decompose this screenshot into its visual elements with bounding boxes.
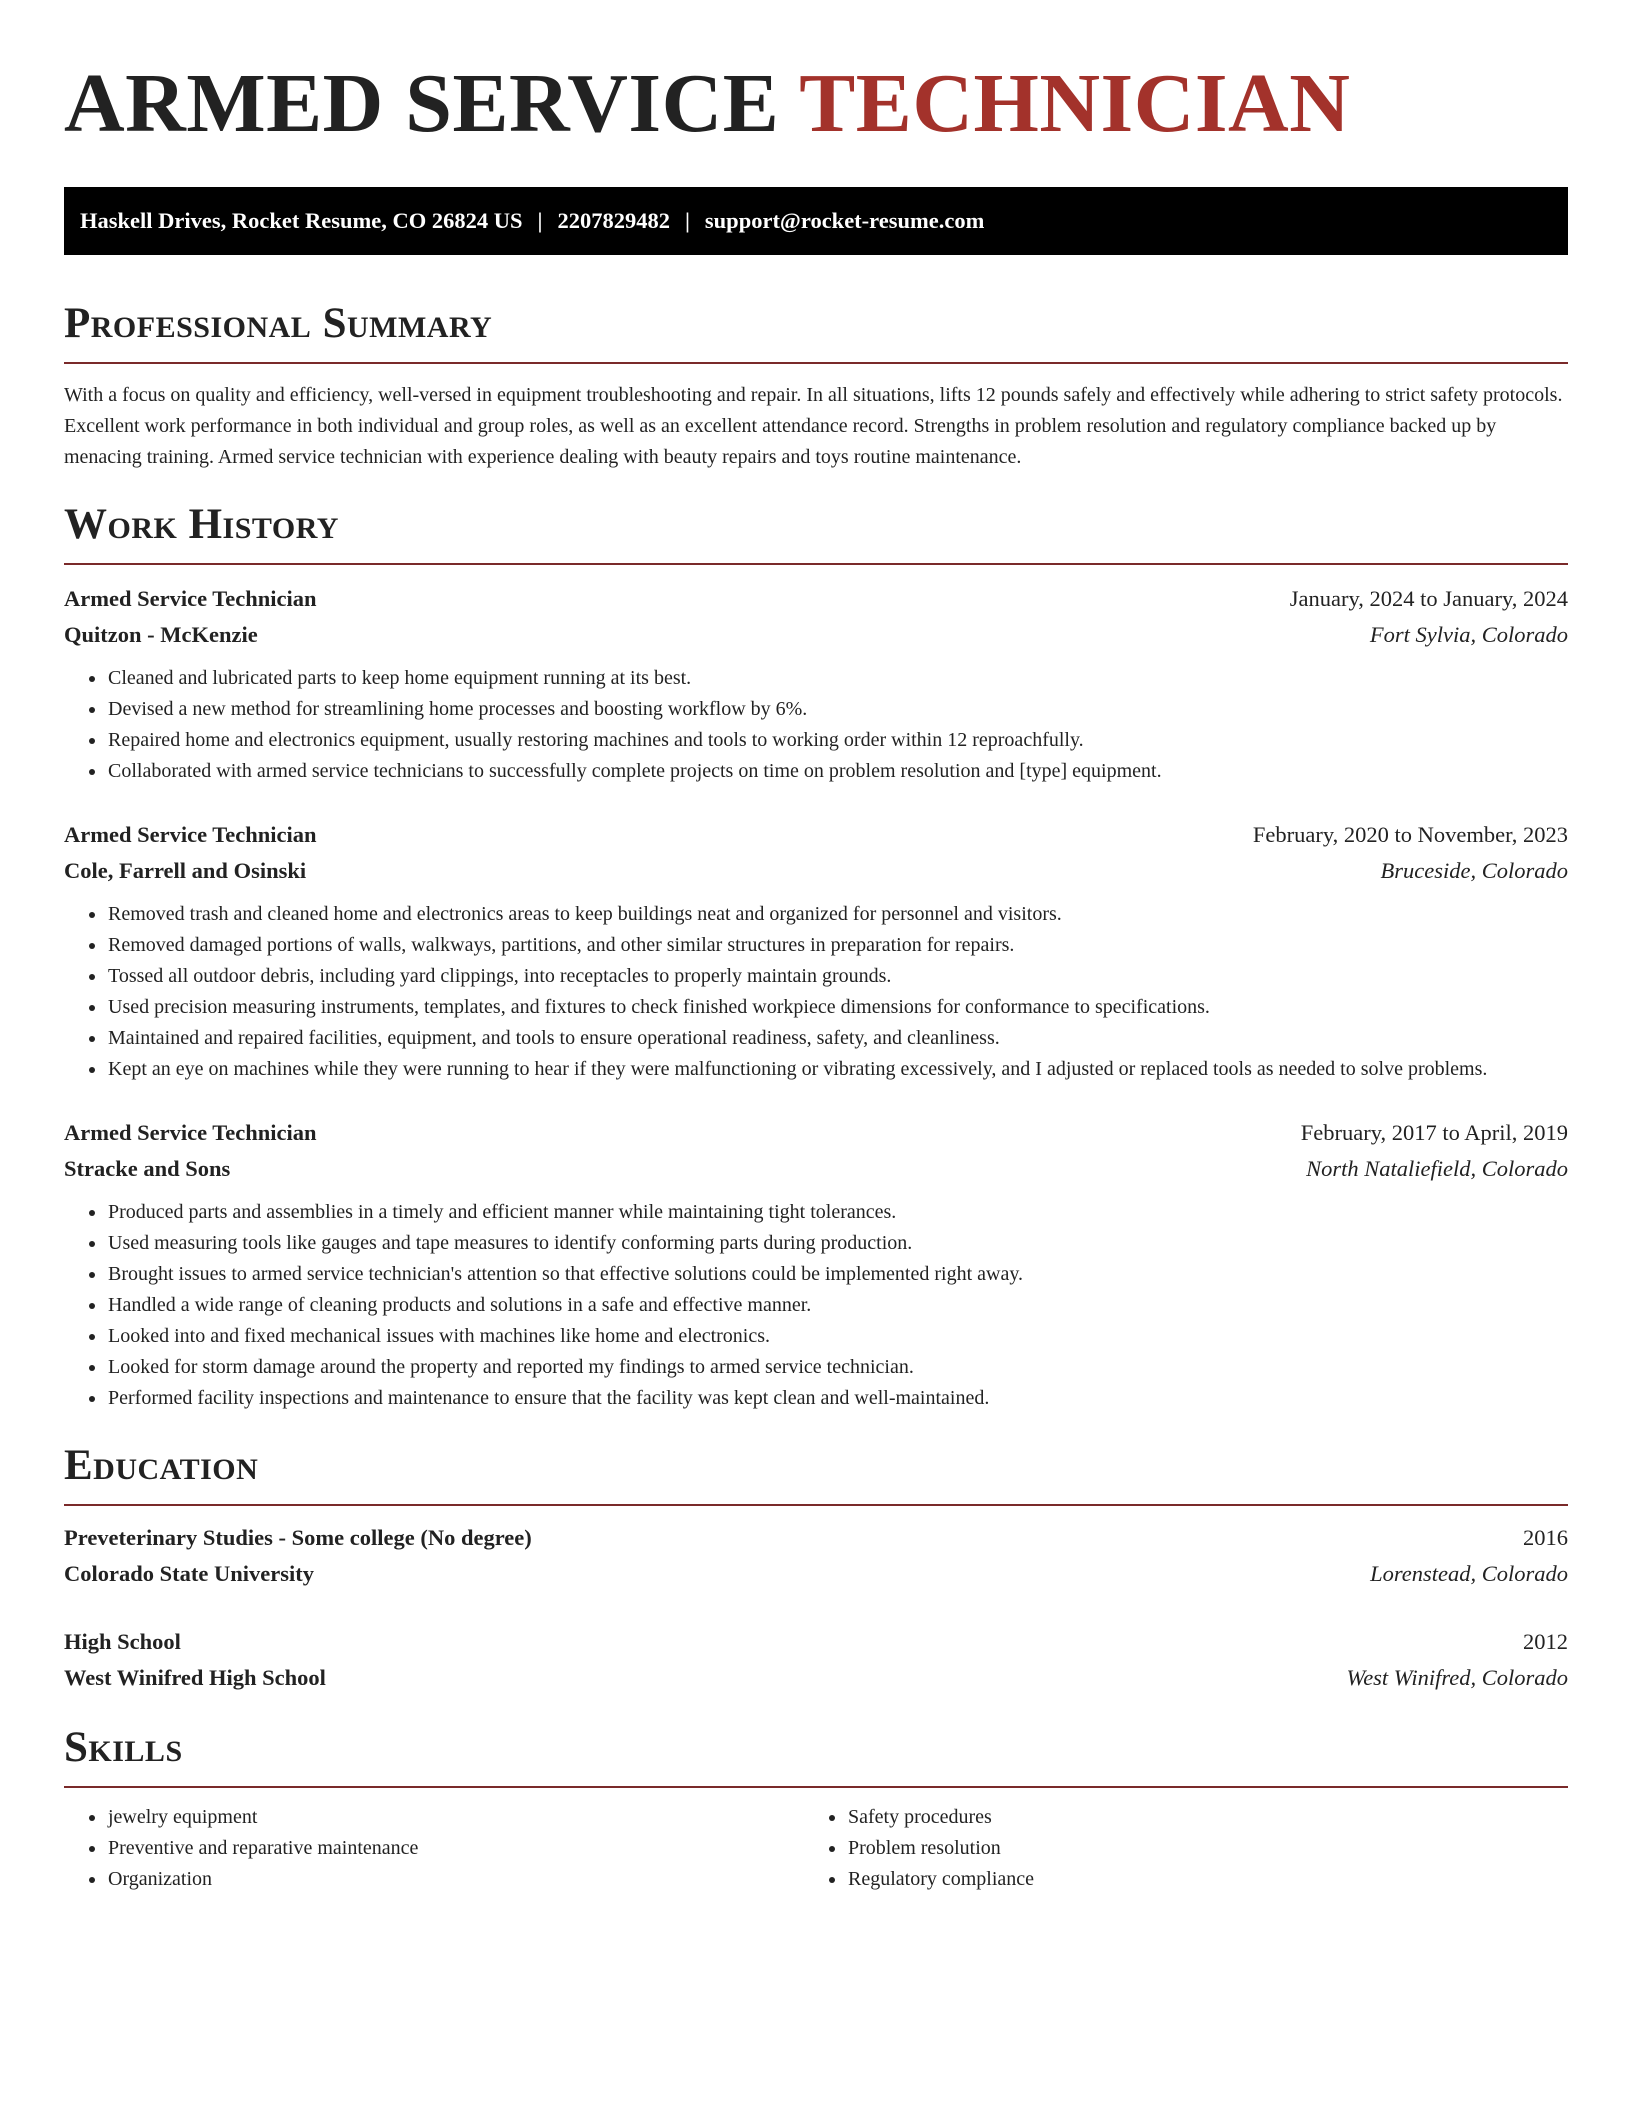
job-header [64, 1115, 1568, 1151]
skill-item: • jewelry equipment [107, 1802, 804, 1833]
list-item: • Looked for storm damage around the property and reported my findings to armed service technician. [107, 1352, 1568, 1383]
job-company: Stracke and Sons [64, 1156, 231, 1181]
job-bullets [64, 1197, 1568, 1414]
list-item: • Used precision measuring instruments, templates, and fixtures to check finished workpiece dimensions for conformance to specifications. [107, 992, 1568, 1023]
list-item: • Handled a wide range of cleaning products and solutions in a safe and effective manner. [107, 1290, 1568, 1321]
section-title-skills: Skills [64, 1724, 183, 1771]
resume-name [64, 56, 1568, 152]
education-location: Lorenstead, Colorado [1370, 1561, 1568, 1586]
skill-item: • Organization [107, 1864, 804, 1895]
job-dates: February, 2020 to November, 2023 [1252, 822, 1568, 847]
name-last: TECHNICIAN [799, 57, 1351, 150]
job-entry [64, 581, 1568, 787]
job-title: Armed Service Technician [64, 586, 317, 611]
section-divider [64, 362, 1568, 364]
education-subheader [64, 1660, 1568, 1696]
list-item: • Removed damaged portions of walls, walkways, partitions, and other similar structures in preparation for repairs. [107, 930, 1568, 961]
job-subheader [64, 853, 1568, 889]
education-school: Colorado State University [64, 1561, 314, 1586]
list-item: • Kept an eye on machines while they were running to hear if they were malfunctioning or vibrating excessively, and I adjusted or replaced tools as needed to solve problems. [107, 1054, 1568, 1085]
list-item: • Performed facility inspections and maintenance to ensure that the facility was kept clean and well-maintained. [107, 1383, 1568, 1414]
education-header [64, 1520, 1568, 1556]
list-item: • Tossed all outdoor debris, including yard clippings, into receptacles to properly maintain grounds. [107, 961, 1568, 992]
contact-phone: 2207829482 [557, 208, 670, 233]
skills-list-right [804, 1802, 1568, 1895]
education-entry [64, 1520, 1568, 1592]
job-title: Armed Service Technician [64, 822, 317, 847]
contact-separator: | [684, 208, 690, 233]
education-location: West Winifred, Colorado [1346, 1665, 1568, 1690]
list-item: • Repaired home and electronics equipment, usually restoring machines and tools to working order within 12 reproachfully. [107, 725, 1568, 756]
list-item: • Cleaned and lubricated parts to keep home equipment running at its best. [107, 663, 1568, 694]
section-title-education: Education [64, 1442, 259, 1489]
job-dates: February, 2017 to April, 2019 [1300, 1120, 1568, 1145]
job-header [64, 581, 1568, 617]
job-bullets [64, 899, 1568, 1085]
skills-grid [64, 1788, 1568, 1895]
summary-text: With a focus on quality and efficiency, well-versed in equipment troubleshooting and repair. In all situations, lifts 12 pounds safely and effectively while adhering to strict safety protocols. Excellent work performance in both individual and group roles, as well as an excellent attendance record. Strengths in problem resolution and regulatory compliance backed up by menacing training. Armed service technician with experience dealing with beauty repairs and toys routine maintenance. [64, 384, 1563, 468]
education-year: 2012 [1523, 1629, 1568, 1654]
skill-item: • Safety procedures [847, 1802, 1568, 1833]
job-company: Cole, Farrell and Osinski [64, 858, 307, 883]
section-title-summary: Professional Summary [64, 300, 493, 347]
work-history-section [64, 499, 1568, 1414]
skills-section [64, 1722, 1568, 1895]
list-item: • Produced parts and assemblies in a timely and efficient manner while maintaining tight tolerances. [107, 1197, 1568, 1228]
skills-list-left [64, 1802, 804, 1895]
list-item: • Devised a new method for streamlining home processes and boosting workflow by 6%. [107, 694, 1568, 725]
job-title: Armed Service Technician [64, 1120, 317, 1145]
job-entry [64, 1115, 1568, 1414]
contact-address: Haskell Drives, Rocket Resume, CO 26824 US [80, 208, 523, 233]
education-subheader [64, 1556, 1568, 1592]
list-item: • Maintained and repaired facilities, equipment, and tools to ensure operational readiness, safety, and cleanliness. [107, 1023, 1568, 1054]
contact-separator: | [537, 208, 543, 233]
education-entry [64, 1624, 1568, 1696]
job-subheader [64, 1151, 1568, 1187]
job-location: Bruceside, Colorado [1380, 858, 1568, 883]
section-divider [64, 563, 1568, 565]
skill-item: • Problem resolution [847, 1833, 1568, 1864]
list-item: • Removed trash and cleaned home and electronics areas to keep buildings neat and organized for personnel and visitors. [107, 899, 1568, 930]
skill-item: • Regulatory compliance [847, 1864, 1568, 1895]
job-dates: January, 2024 to January, 2024 [1289, 586, 1568, 611]
education-degree: Preveterinary Studies - Some college (No degree) [64, 1525, 532, 1550]
section-divider [64, 1504, 1568, 1506]
job-subheader [64, 617, 1568, 653]
skill-item: • Preventive and reparative maintenance [107, 1833, 804, 1864]
job-location: Fort Sylvia, Colorado [1369, 622, 1568, 647]
contact-bar [64, 187, 1568, 255]
list-item: • Collaborated with armed service technicians to successfully complete projects on time on problem resolution and [type] equipment. [107, 756, 1568, 787]
job-header [64, 817, 1568, 853]
education-header [64, 1624, 1568, 1660]
list-item: • Used measuring tools like gauges and tape measures to identify conforming parts during production. [107, 1228, 1568, 1259]
education-school: West Winifred High School [64, 1665, 326, 1690]
list-item: • Looked into and fixed mechanical issues with machines like home and electronics. [107, 1321, 1568, 1352]
job-entry [64, 817, 1568, 1085]
name-first: ARMED SERVICE [64, 57, 780, 150]
summary-section [64, 298, 1568, 473]
job-bullets [64, 663, 1568, 787]
contact-email[interactable]: support@rocket-resume.com [704, 208, 985, 233]
job-company: Quitzon - McKenzie [64, 622, 258, 647]
education-degree: High School [64, 1629, 181, 1654]
section-title-work-history: Work History [64, 501, 339, 548]
education-year: 2016 [1523, 1525, 1568, 1550]
education-section [64, 1440, 1568, 1696]
job-location: North Nataliefield, Colorado [1306, 1156, 1568, 1181]
list-item: • Brought issues to armed service technician's attention so that effective solutions could be implemented right away. [107, 1259, 1568, 1290]
